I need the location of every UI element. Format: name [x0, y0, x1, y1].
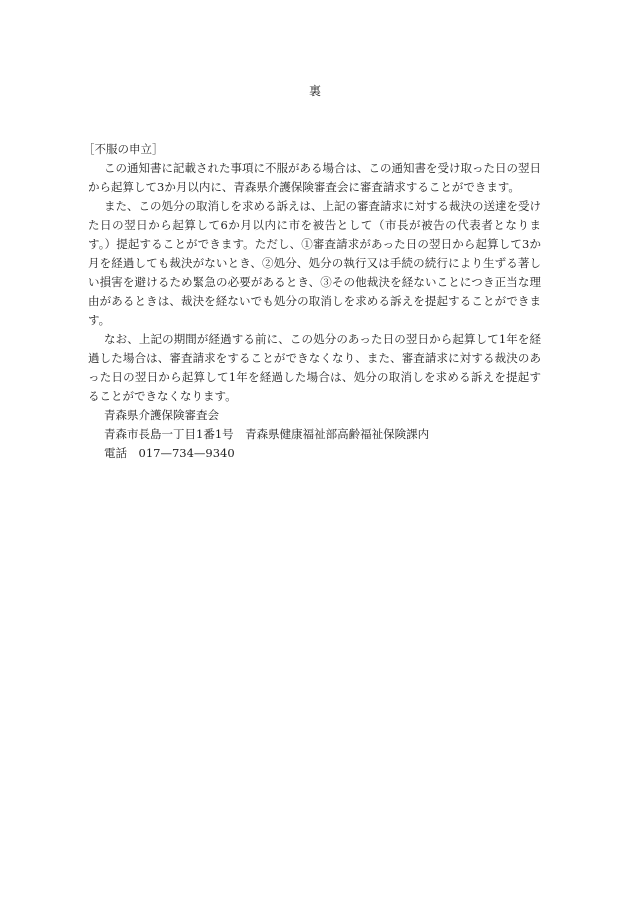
paragraph-revocation-suit: また、この処分の取消しを求める訴えは、上記の審査請求に対する裁決の送達を受けた日の翌日から起算して6か月以内に市を被告として（市長が被告の代表者となります。）提起することができます。ただし、①審査請求があった日の翌日から起算して3か月を経過しても裁決がないとき、②処分、処分の執行又は手続の続行により生ずる著しい損害を避けるため緊急の必要があるとき、③その他裁決を経ないことにつき正当な理由があるときは、裁決を経ないでも処分の取消しを求める訴えを提起することができます。	[88, 199, 541, 327]
contact-address: 青森市長島一丁目1番1号 青森県健康福祉部高齢福祉保険課内	[104, 427, 430, 441]
paragraph-review-request: この通知書に記載された事項に不服がある場合は、この通知書を受け取った日の翌日から起算して3か月以内に、青森県介護保険審査会に審査請求することができます。	[88, 161, 541, 194]
section-heading: ［不服の申立］	[83, 142, 164, 156]
appeal-section	[83, 140, 541, 463]
paragraph-time-limits: なお、上記の期間が経過する前に、この処分のあった日の翌日から起算して1年を経過した場合は、審査請求をすることができなくなり、また、審査請求に対する裁決のあった日の翌日から起算して1年を経過した場合は、処分の取消しを求める訴えを提起することができなくなります。	[88, 332, 541, 403]
page-title: 裏	[308, 84, 321, 98]
contact-phone: 電話 017—734—9340	[104, 446, 235, 460]
contact-organization: 青森県介護保険審査会	[104, 408, 219, 422]
